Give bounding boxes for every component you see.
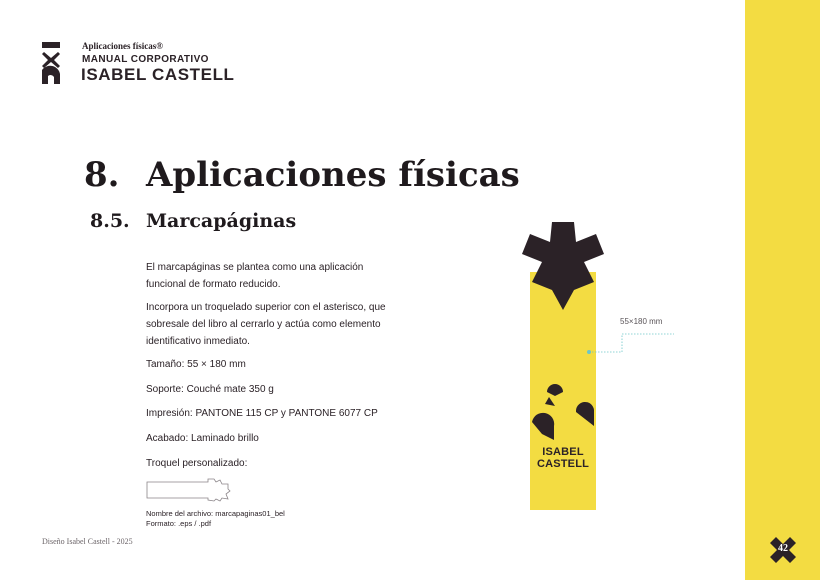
die-cut-outline-icon: [146, 478, 231, 502]
dimension-label: 55×180 mm: [620, 317, 663, 326]
file-format: Formato: .eps / .pdf: [146, 519, 212, 528]
bookmark-name-line1: ISABEL: [542, 446, 584, 458]
brand-manual-label: MANUAL CORPORATIVO: [82, 54, 209, 65]
subsection-title: Marcapáginas: [146, 210, 297, 232]
subsection-number: 8.5.: [90, 210, 130, 232]
spec-size: Tamaño: 55 × 180 mm: [146, 359, 246, 370]
spec-support: Soporte: Couché mate 350 g: [146, 384, 274, 395]
footer-credit: Diseño Isabel Castell - 2025: [42, 537, 133, 546]
page-number: 42: [778, 543, 788, 554]
brand-kicker: Aplicaciones físicas®: [82, 41, 163, 51]
bookmark-name-line2: CASTELL: [536, 458, 590, 470]
paragraph-intro: El marcapáginas se plantea como una aplicación funcional de formato reducido.: [146, 262, 364, 290]
spec-print: Impresión: PANTONE 115 CP y PANTONE 6077 CP: [146, 408, 378, 419]
file-name: Nombre del archivo: marcapaginas01_bel: [146, 509, 285, 518]
brand-name: ISABEL CASTELL: [81, 65, 235, 84]
spec-die-label: Troquel personalizado:: [146, 458, 248, 469]
spec-finish: Acabado: Laminado brillo: [146, 433, 259, 444]
side-color-band: [745, 0, 820, 580]
section-title: Aplicaciones físicas: [146, 155, 520, 195]
asterisk-logo-icon: [40, 42, 62, 84]
dimension-leader-line: [586, 328, 676, 356]
bookmark-illustration: [518, 220, 608, 512]
paragraph-die-cut: Incorpora un troquelado superior con el asterisco, que sobresale del libro al cerrarlo y actúa como elemento identificativo inmediato.: [146, 302, 386, 347]
section-number: 8.: [84, 155, 120, 195]
